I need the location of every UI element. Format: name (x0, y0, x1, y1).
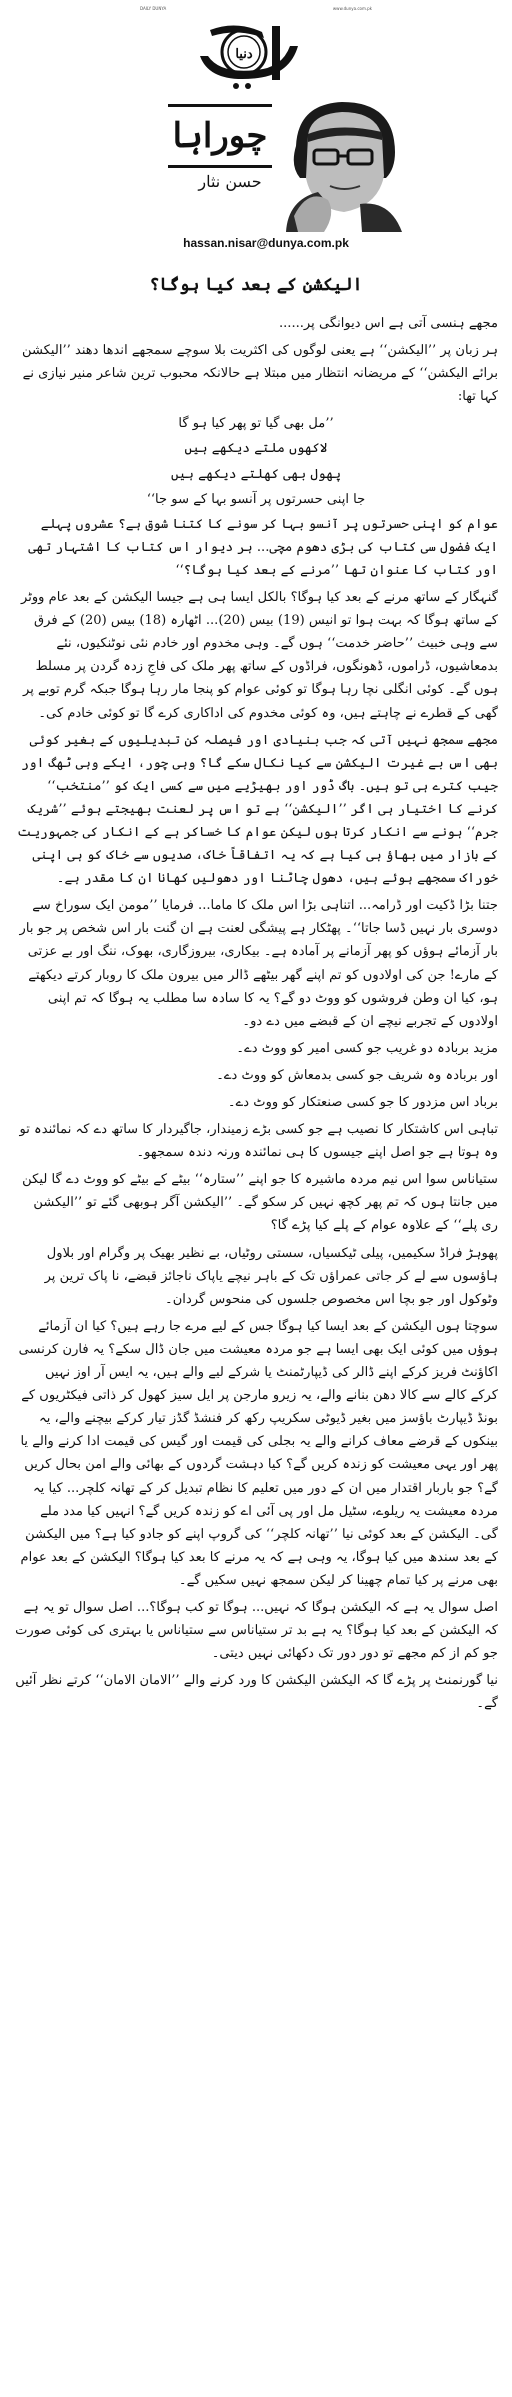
masthead-top-left: DAILY DUNYA (140, 6, 167, 11)
paragraph: عوام کو اپنی حسرتوں پر آنسو بہا کر سونے کا کتنا شوق ہے؟ عشروں پہلے ایک فضول سی کتاب کی بڑی دھوم مچی... ہر دیوار اس کتاب کا اشتہار تھی اور کتاب کا عنوان تھا ’’مرنے کے بعد کیا ہوگا؟‘‘ (28, 516, 498, 578)
paragraph: ستیاناس سوا اس نیم مردہ ماشیرہ کا جو اپنے ’’ستارہ‘‘ بیٹے کے بیٹے کو ووٹ دے گا لیکن میں جانتا ہوں کہ تم پھر کچھ نہیں کر سکو گے۔ ’’الیکشن آگر ہوبھی گئے تو ’’الیکشن ری پلے‘‘ کے علاوہ عوام کے پلے کیا پڑے گا؟ (22, 1172, 498, 1234)
paragraph: مجھے ہنسی آتی ہے اس دیوانگی پر...... (278, 316, 498, 331)
paragraph: مجھے سمجھ نہیں آتی کہ جب بنیادی اور فیصلہ کن تبدیلیوں کے بغیر کوئی بھی اس بے غیرت الیکشن سے کیا نکال سکے گا؟ وہی چور، ایکے وہی ٹھگ اور جیب کترے ہی تو ہیں۔ باگ ڈور اور بھیڑیے میں سے کسی ایک کو ’’منتخب‘‘ کرنے کا اختیار ہی اگر ’’الیکشن‘‘ ہے تو اس پر لعنت بھیجتے ہوئے ’’شریک جرم‘‘ ہونے سے انکار کرتا ہوں لیکن عوام کا خساکر ہے کے انکار کی جمہوریت کے بازار میں بھاؤ ہی کیا ہے کہ یہ اتفاقاً خاک، صدیوں سے خاک کو ہی اپنی خوراک سمجھے ہوئے ہیں، دھول چاٹنا اور دھولیں کھانا ان کا مقدر ہے۔ (17, 732, 498, 887)
article-body (14, 312, 498, 1719)
paragraph: مزید بربادہ دو غریب جو کسی امیر کو ووٹ دے۔ (236, 1040, 498, 1056)
paragraph: اور بربادہ وہ شریف جو کسی بدمعاش کو ووٹ دے۔ (216, 1067, 498, 1083)
paragraph: سوچتا ہوں الیکشن کے بعد ایسا کیا ہوگا جس کے لیے مرے جا رہے ہیں؟ کیا ان آزمائے ہوؤں میں کوئی ایک بھی ایسا ہے جو مردہ معیشت میں جان ڈال سکے؟ یہ فارن کرنسی اکاؤنٹ فریز کرکے اپنے ڈالر کی ڈیپارٹمنٹ یا شرکے لیے والے ہیں، یہ ایس آر اوز نہیں کرکے کالے سے کالا دھن بنانے والے، یہ زیرو مارجن پر ایل سیز کھول کر ذاتی فیکٹریوں کے بونڈ ڈیپارٹ باؤسز میں بغیر ڈیوٹی سکریپ رکھ کر فنشڈ گڈز تیار کرکے بیچنے والے، یہ بینکوں کے قرضے معاف کرانے والے یہ بجلی کی قیمت اور گیس کی قیمت ادا کرنے والے یا پھر اور یہی معیشت کو زندہ کریں گے؟ کیا دہشت گردوں کے بھائی والے امن بحال کریں گے؟ جو باربار اقتدار میں ان کے دور میں تعلیم کا نظام تبدیل کر کے تھانہ کلچر... کیا یہ مردہ معیشت یہ ریلوے، سٹیل مل اور پی آئی اے کو زندہ کریں گے؟ انہیں کیا مدد ملے گی۔ الیکشن کے بعد کوئی نیا ’’تھانہ کلچر‘‘ کی گروپ اپنے کو جادو کیا ہے؟ میں الیکشن کے بعد سندھ میں کیا ہوگا، یہ وہی ہے کہ یہ مرنے کا بعد کیا ہوگا؟ الیکشن کے بعد عوام بھی مرنے پر کیا تمام چھینا کر لیکن سمجھ نہیں سکیں گے۔ (18, 1318, 498, 1588)
author-portrait (278, 96, 408, 232)
paragraph: گنہگار کے ساتھ مرنے کے بعد کیا ہوگا؟ بالکل ایسا ہی ہے جیسا الیکشن کے بعد عام ووٹر کے ساتھ ہوگا کہ بہت ہوا تو انیس (19) بیس (20)... اٹھارہ (18) بیس (20) کے فرق سے وہی خبیث ’’حاضر خدمت‘‘ ہوں گے۔ وہی مخدوم اور خادم نئی نوٹنکیوں، نئے بدمعاشیوں، ڈراموں، ڈھونگوں، فراڈوں کے ساتھ پھر ملک کی فاجِ زدہ گردن پر مسلط ہوں گے۔ کوئی انگلی نچا رہا ہوگا تو کوئی عوام کو پنجا مار رہا ہوگا جبکہ گرم توبے پر گھی کے قطرے نے چاہتے ہیں، وہ کوئی مخدوم کی اداکاری کرے گا تو کوئی خادم کی۔ (20, 590, 498, 721)
masthead-top-right: www.dunya.com.pk (332, 6, 372, 11)
paragraph: برباد اس مزدور کا جو کسی صنعتکار کو ووٹ دے۔ (227, 1095, 498, 1110)
verse-line: پھول بھی کھلتے دیکھے ہیں (170, 466, 342, 482)
logo-lettering: دنیا (235, 47, 253, 62)
article-headline: الیکشن کے بعد کیا ہوگا؟ (149, 275, 363, 295)
verse-line: جا اپنی حسرتوں پر آنسو بہا کے سو جا‘‘ (146, 491, 366, 507)
masthead (140, 6, 372, 98)
masthead-topline (140, 6, 372, 14)
paragraph: اصل سوال یہ ہے کہ الیکشن ہوگا کہ نہیں... ہوگا تو کب ہوگا؟... اصل سوال تو یہ ہے کہ الیکشن کے بعد کیا ہوگا؟ یہ ہے بد تر ستیاناس سے ستیاناس یا بہتری کی کوئی صورت جو کم از کم مجھے تو دور دور تک دکھائی نہیں دیتی۔ (15, 1599, 498, 1662)
column-title-box (168, 104, 272, 168)
paragraph: نیا گورنمنٹ پر پڑے گا کہ الیکشن الیکشن کا ورد کرنے والے ’’الامان الامان‘‘ کرتے نظر آئیں گے۔ (15, 1673, 498, 1712)
dunya-logo (140, 16, 372, 96)
verse-line: ’’مل بھی گیا تو پھر کیا ہو گا (178, 416, 334, 432)
paragraph: جتنا بڑا ڈکیت اور ڈرامہ... اتناہی بڑا اس ملک کا ماما... فرمایا ’’مومن ایک سوراخ سے دوسری بار نہیں ڈسا جاتا‘‘۔ پھٹکار ہے پیشگی لعنت ہے ان گنت بار اس شخص پر جو بار بار آزمائے ہوؤں کو پھر آزمانے پر آمادہ ہے۔ بیکاری، بیروزگاری، بھوک، ننگ اور بے عزتی کے مارے! جن کی اولادوں کو تم اپنے گھر بیٹھے ڈالر میں بیرون ملک کا روبار کرتے دیکھتے ہو، کیا ان وطن فروشوں کو ووٹ دو گے؟ یہ کا سادہ سا مطلب یہ ہوگا کہ تم اپنی اولادوں کے تجربے نیچے ان کے قبضے میں دے دو۔ (19, 898, 498, 1029)
author-email: hassan.nisar@dunya.com.pk (183, 236, 349, 250)
paragraph: پھوہڑ فراڈ سکیمیں، پیلی ٹیکسیاں، سستی روٹیاں، بے نظیر بھیک پر وگرام اور بلاول ہاؤسوں سے لے کر جاتی عمراؤں تک کے باہر نیچے یاپاک ناجائز قبضے، نا پاک ترین پر وٹوکول اور جو بچا اس مخصوص جلسوں کی منحوس گردان۔ (44, 1245, 498, 1307)
verse-line: لاکھوں ملتے دیکھے ہیں (184, 441, 328, 457)
column-title: چوراہا (172, 116, 268, 156)
paragraph: ہر زبان پر ’’الیکشن‘‘ ہے یعنی لوگوں کی اکثریت بلا سوچے سمجھے اندھا دھند ’’الیکشن برائے الیکشن‘‘ کے مریضانہ انتظار میں مبتلا ہے حالانکہ محبوب ترین شاعر منیر نیازی نے کہا تھا: (22, 343, 498, 405)
column-banner (120, 96, 412, 264)
author-name: حسن نثار (198, 172, 262, 191)
paragraph: تباہی اس کاشتکار کا نصیب ہے جو کسی بڑے زمیندار، جاگیردار کا ساتھ دے کہ نمائندہ تو وہ ہوتا ہے جو اصل اپنے جیسوں کا ہی نمائندہ ورنہ دندہ سمجھو۔ (19, 1122, 498, 1161)
